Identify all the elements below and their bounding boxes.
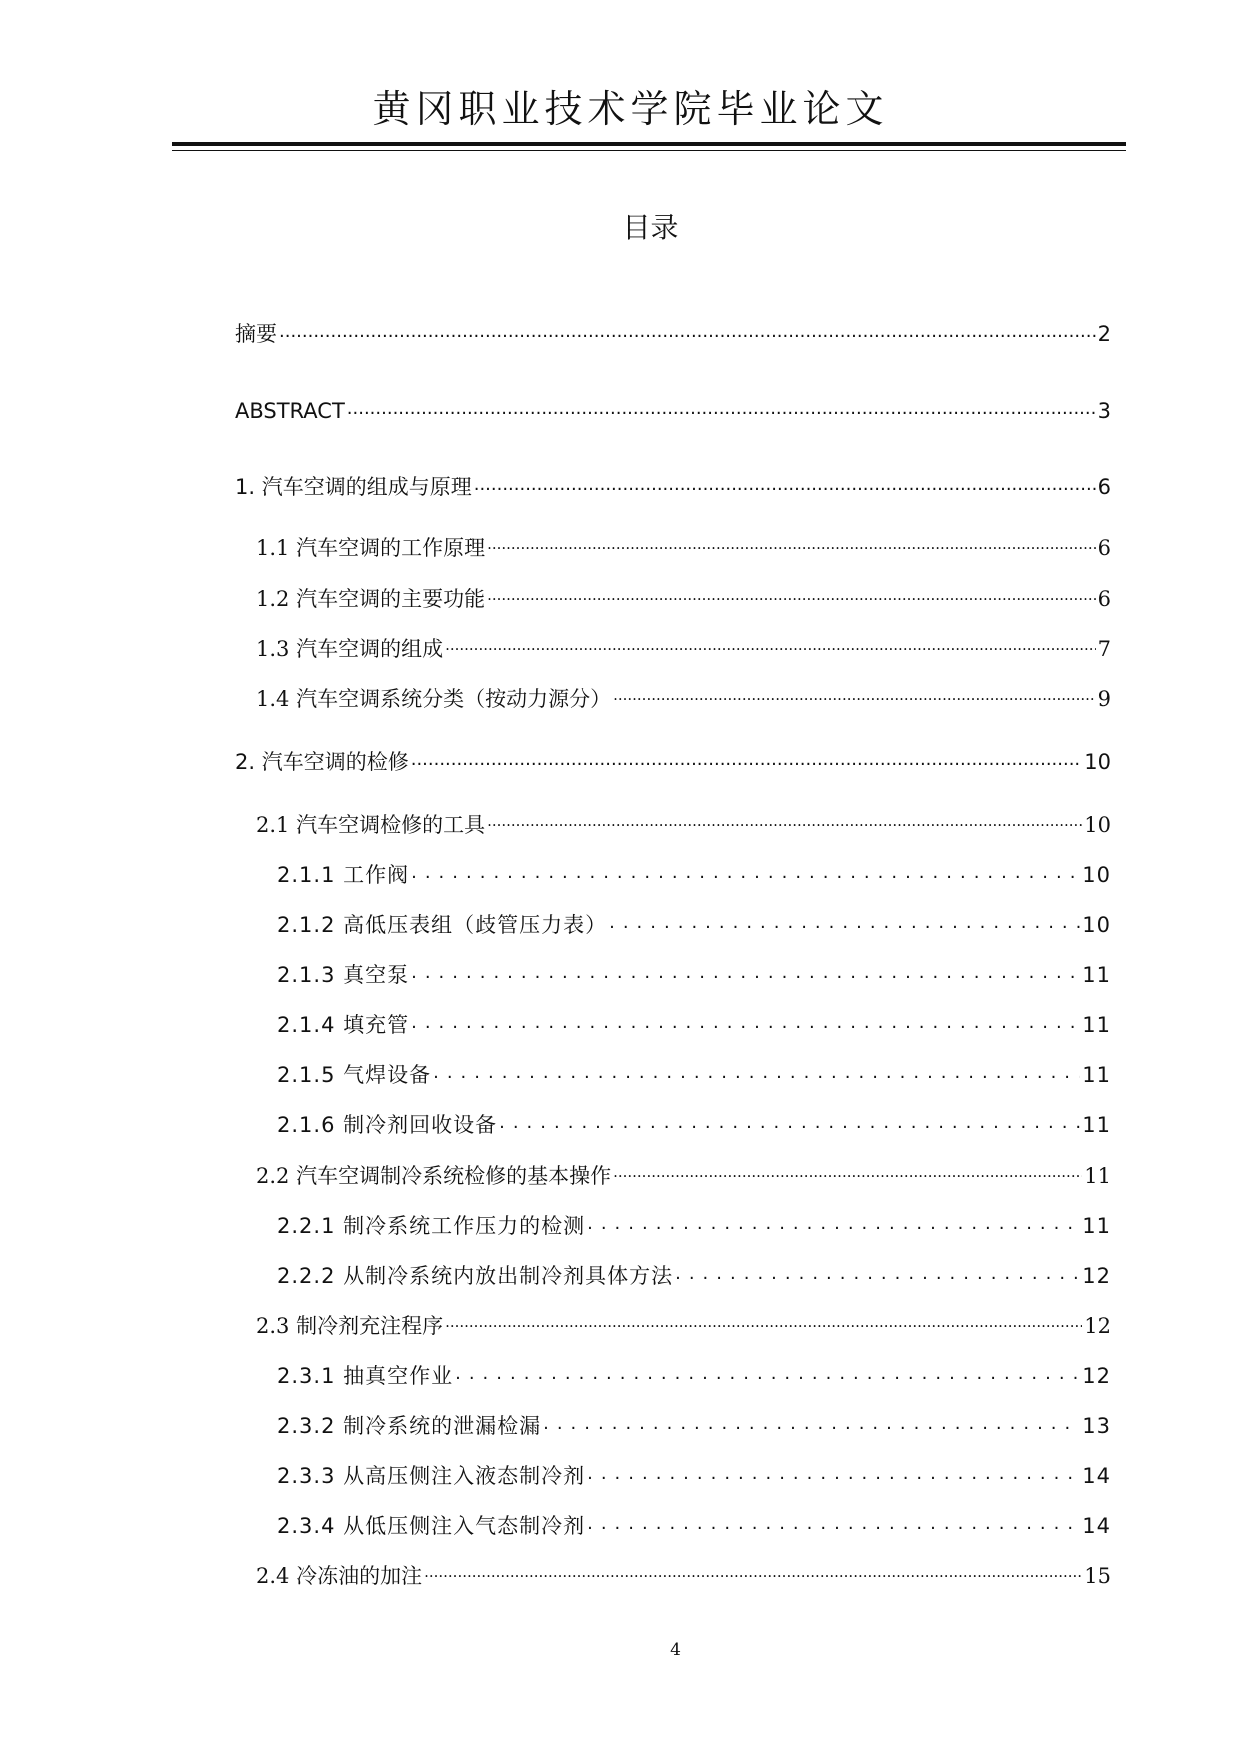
toc-leader-dots xyxy=(587,1219,1080,1233)
toc-entry-label: 2.1.1 工作阀 xyxy=(277,863,410,887)
toc-entry-page: 10 xyxy=(1084,813,1111,837)
toc-entry[interactable] xyxy=(256,1311,1111,1341)
toc-entry-label: 2.1.5 气焊设备 xyxy=(277,1063,432,1087)
toc-entry-label: 2.3 制冷剂充注程序 xyxy=(256,1314,444,1338)
toc-entry-label: 1.2 汽车空调的主要功能 xyxy=(256,587,486,611)
toc-entry-label: 摘要 xyxy=(235,322,277,346)
toc-entry-page: 3 xyxy=(1097,399,1111,423)
toc-entry[interactable] xyxy=(256,810,1111,840)
toc-entry[interactable] xyxy=(256,1161,1111,1191)
toc-leader-dots xyxy=(675,1269,1080,1283)
toc-leader-dots xyxy=(455,1369,1080,1383)
toc-leader-dots xyxy=(411,968,1080,982)
toc-entry[interactable] xyxy=(235,319,1111,349)
page-number: 4 xyxy=(670,1640,681,1660)
toc-entry[interactable] xyxy=(277,1010,1111,1040)
toc-entry-page: 11 xyxy=(1082,1013,1111,1037)
toc-leader-dots xyxy=(411,755,1083,769)
toc-entry-page: 11 xyxy=(1082,1113,1111,1137)
toc-entry-page: 13 xyxy=(1082,1414,1111,1438)
toc-entry-label: 2.3.2 制冷系统的泄漏检漏 xyxy=(277,1414,542,1438)
toc-entry-label: 2.2 汽车空调制冷系统检修的基本操作 xyxy=(256,1164,612,1188)
toc-heading: 目录 xyxy=(622,211,679,244)
toc-entry-page: 6 xyxy=(1097,536,1111,560)
toc-leader-dots xyxy=(445,642,1096,656)
toc-entry-page: 9 xyxy=(1097,687,1111,711)
toc-leader-dots xyxy=(433,1068,1080,1082)
toc-leader-dots xyxy=(613,692,1096,706)
toc-entry[interactable] xyxy=(277,910,1111,940)
toc-leader-dots xyxy=(587,1519,1080,1533)
toc-entry-page: 10 xyxy=(1082,863,1111,887)
toc-entry-page: 10 xyxy=(1082,913,1111,937)
toc-entry-label: 2.1 汽车空调检修的工具 xyxy=(256,813,486,837)
toc-entry-label: 1.1 汽车空调的工作原理 xyxy=(256,536,486,560)
toc-entry-label: 2.3.3 从高压侧注入液态制冷剂 xyxy=(277,1464,586,1488)
toc-entry[interactable] xyxy=(277,1411,1111,1441)
toc-entry[interactable] xyxy=(235,396,1111,426)
toc-leader-dots xyxy=(411,868,1080,882)
toc-entry-page: 15 xyxy=(1084,1564,1111,1588)
toc-entry-label: 2.1.3 真空泵 xyxy=(277,963,410,987)
toc-entry[interactable] xyxy=(277,1211,1111,1241)
toc-entry-page: 11 xyxy=(1082,963,1111,987)
toc-entry-label: 2.4 冷冻油的加注 xyxy=(256,1564,423,1588)
toc-entry-page: 7 xyxy=(1097,637,1111,661)
toc-leader-dots xyxy=(474,480,1096,494)
toc-entry[interactable] xyxy=(277,1060,1111,1090)
toc-entry-page: 6 xyxy=(1097,475,1111,499)
toc-leader-dots xyxy=(613,1169,1082,1183)
toc-entry-page: 2 xyxy=(1097,322,1111,346)
toc-leader-dots xyxy=(543,1419,1080,1433)
toc-entry-label: 2.3.1 抽真空作业 xyxy=(277,1364,454,1388)
toc-entry-page: 6 xyxy=(1097,587,1111,611)
toc-entry-label: 1.4 汽车空调系统分类（按动力源分） xyxy=(256,687,612,711)
toc-entry-page: 10 xyxy=(1084,750,1111,774)
toc-entry[interactable] xyxy=(235,747,1111,777)
toc-leader-dots xyxy=(279,327,1096,341)
header-rule-thin xyxy=(172,150,1126,151)
toc-entry[interactable] xyxy=(277,1511,1111,1541)
toc-entry[interactable] xyxy=(256,684,1111,714)
toc-leader-dots xyxy=(445,1319,1082,1333)
toc-entry[interactable] xyxy=(277,860,1111,890)
toc-entry-page: 11 xyxy=(1082,1214,1111,1238)
toc-entry-page: 12 xyxy=(1082,1364,1111,1388)
toc-entry-label: 1.3 汽车空调的组成 xyxy=(256,637,444,661)
header-rule-thick xyxy=(172,142,1126,146)
toc-entry-page: 14 xyxy=(1082,1514,1111,1538)
toc-entry[interactable] xyxy=(277,1461,1111,1491)
toc-entry-page: 14 xyxy=(1082,1464,1111,1488)
toc-entry-label: 1. 汽车空调的组成与原理 xyxy=(235,475,472,499)
toc-entry-label: 2.1.6 制冷剂回收设备 xyxy=(277,1113,498,1137)
toc-entry[interactable] xyxy=(256,533,1111,563)
toc-entry-label: 2. 汽车空调的检修 xyxy=(235,750,409,774)
toc-entry-label: 2.3.4 从低压侧注入气态制冷剂 xyxy=(277,1514,586,1538)
toc-entry-page: 12 xyxy=(1084,1314,1111,1338)
toc-entry[interactable] xyxy=(235,472,1111,502)
toc-entry-label: 2.2.2 从制冷系统内放出制冷剂具体方法 xyxy=(277,1264,674,1288)
toc-entry[interactable] xyxy=(256,634,1111,664)
toc-entry[interactable] xyxy=(277,1110,1111,1140)
toc-entry-label: 2.2.1 制冷系统工作压力的检测 xyxy=(277,1214,586,1238)
toc-entry-page: 11 xyxy=(1084,1164,1111,1188)
toc-entry[interactable] xyxy=(277,960,1111,990)
toc-leader-dots xyxy=(487,592,1096,606)
toc-entry[interactable] xyxy=(277,1361,1111,1391)
document-header-title: 黄冈职业技术学院毕业论文 xyxy=(372,87,889,131)
toc-leader-dots xyxy=(411,1018,1080,1032)
toc-leader-dots xyxy=(347,404,1096,418)
toc-entry-page: 11 xyxy=(1082,1063,1111,1087)
toc-entry-label: 2.1.2 高低压表组（歧管压力表） xyxy=(277,913,608,937)
toc-leader-dots xyxy=(499,1118,1080,1132)
toc-leader-dots xyxy=(424,1569,1082,1583)
toc-leader-dots xyxy=(487,818,1082,832)
toc-entry-label: ABSTRACT xyxy=(235,399,345,423)
toc-entry[interactable] xyxy=(277,1261,1111,1291)
toc-leader-dots xyxy=(587,1469,1080,1483)
toc-entry[interactable] xyxy=(256,584,1111,614)
toc-leader-dots xyxy=(609,918,1080,932)
toc-entry-page: 12 xyxy=(1082,1264,1111,1288)
toc-entry[interactable] xyxy=(256,1561,1111,1591)
toc-leader-dots xyxy=(487,541,1096,555)
toc-entry-label: 2.1.4 填充管 xyxy=(277,1013,410,1037)
